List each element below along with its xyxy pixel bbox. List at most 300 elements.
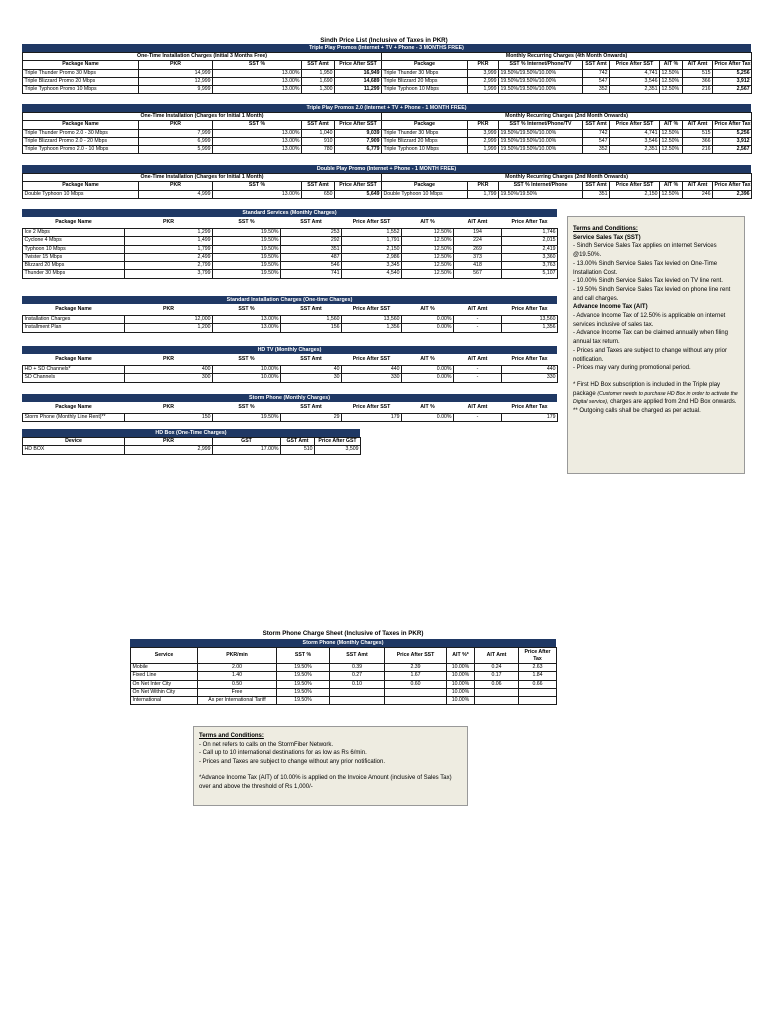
table-cell: 2,150 xyxy=(342,245,402,253)
table-row xyxy=(23,245,558,253)
table-cell: 5,999 xyxy=(139,146,213,154)
table-cell: 216 xyxy=(683,86,713,94)
table-cell: 12.50% xyxy=(402,237,454,245)
table-cell xyxy=(519,688,557,696)
table-cell: 19.50% xyxy=(213,253,281,261)
table-cell: 12.50% xyxy=(660,190,683,198)
column-header: PKR xyxy=(468,121,499,129)
table-cell: 366 xyxy=(683,77,713,85)
subheader-monthly: Monthly Recurring Charges (4th Month Onwards) xyxy=(382,53,752,61)
table-cell: 11,299 xyxy=(335,86,382,94)
terms-note-hd-box-text: * First HD Box subscription is included in the Triple play package xyxy=(573,381,721,397)
column-header: Price After Tax xyxy=(502,354,558,366)
table-cell: 6,999 xyxy=(139,137,213,145)
table-cell: 12.50% xyxy=(660,77,683,85)
table-cell: 5,649 xyxy=(335,190,382,198)
table-cell: 12.50% xyxy=(402,229,454,237)
table-cell: 179 xyxy=(342,414,402,422)
table-cell: Double Typhoon 10 Mbps xyxy=(23,190,139,198)
column-header: SST Amt xyxy=(281,217,342,229)
table-cell: 19.50%/19.50% xyxy=(499,190,583,198)
table-cell: Thunder 30 Mbps xyxy=(23,270,125,278)
subheader-installation: One-Time Installation Charges (Initial 3 Months Free) xyxy=(23,53,382,61)
table-cell: 4,999 xyxy=(139,190,213,198)
column-header: Package Name xyxy=(23,304,125,316)
table-cell: 13,560 xyxy=(502,316,558,324)
table-cell: 13.00% xyxy=(213,86,302,94)
column-header: PKR xyxy=(139,61,213,69)
table-cell: Triple Thunder 30 Mbps xyxy=(382,129,468,137)
table-cell: 567 xyxy=(454,270,502,278)
terms-ait-line: - Advance Income Tax of 12.50% is applicable on internet services inclusive of sales tax. xyxy=(573,313,726,328)
table-cell: 547 xyxy=(583,137,610,145)
table-cell: 9,039 xyxy=(335,129,382,137)
table-cell: 418 xyxy=(454,262,502,270)
header-row xyxy=(23,438,361,446)
column-header: Price After SST xyxy=(335,182,382,190)
table-cell: 1,552 xyxy=(342,229,402,237)
table-cell: 156 xyxy=(281,324,342,332)
table-cell: 19.50% xyxy=(277,672,330,680)
terms-box xyxy=(567,216,745,474)
table-cell: Free xyxy=(198,688,277,696)
table-cell: 1,799 xyxy=(125,245,213,253)
column-header: Price After Tax xyxy=(502,402,558,414)
table-cell: 1.84 xyxy=(519,672,557,680)
table-cell: 1,499 xyxy=(125,237,213,245)
header-row xyxy=(23,304,558,316)
column-header: SST Amt xyxy=(281,402,342,414)
table-cell: 12.50% xyxy=(660,137,683,145)
table-cell: 3,360 xyxy=(502,253,558,261)
standard-services-table xyxy=(22,217,558,279)
table-cell: 12.50% xyxy=(402,270,454,278)
column-header: AIT % xyxy=(402,354,454,366)
table-cell xyxy=(475,697,519,705)
column-header: Price After SST xyxy=(342,304,402,316)
table-cell: 741 xyxy=(281,270,342,278)
table-cell: 1,200 xyxy=(125,324,213,332)
table-cell: 4,741 xyxy=(610,129,660,137)
table-cell: 1.67 xyxy=(385,672,447,680)
table-cell: HD + SD Channels* xyxy=(23,366,125,374)
table-cell: 780 xyxy=(302,146,335,154)
table-row xyxy=(23,137,752,145)
column-header: Package xyxy=(382,182,468,190)
table-cell: 179 xyxy=(502,414,558,422)
table-cell: 19.50% xyxy=(213,237,281,245)
table-cell: 0.39 xyxy=(330,664,385,672)
table-cell: 12.50% xyxy=(402,262,454,270)
column-header: Price After Tax xyxy=(519,648,557,664)
table-cell: 246 xyxy=(683,190,713,198)
column-header: SST % xyxy=(213,354,281,366)
column-header: Service xyxy=(131,648,198,664)
subheader-row xyxy=(23,113,752,121)
table-cell: Triple Blizzard 20 Mbps xyxy=(382,137,468,145)
table-cell: SD Channels xyxy=(23,374,125,382)
table-cell: Triple Thunder Promo 30 Mbps xyxy=(23,69,139,77)
table-cell: 19.50% xyxy=(277,664,330,672)
subheader-installation: One-Time Installation (Charges for Initial 1 Month) xyxy=(23,113,382,121)
table-cell: Installment Plan xyxy=(23,324,125,332)
terms-ait-heading: Advance Income Tax (AIT) xyxy=(573,304,648,311)
terms-sst-line: - Sindh Service Sales Tax applies on internet Services @19.50%. xyxy=(573,243,717,259)
terms-title: Terms and Conditions: xyxy=(573,226,638,232)
table-cell: Installation Charges xyxy=(23,316,125,324)
table-cell: 0.66 xyxy=(519,680,557,688)
table-row xyxy=(23,253,558,261)
header-row xyxy=(23,354,558,366)
table-cell: 19.50% xyxy=(213,270,281,278)
column-header: Price After SST xyxy=(385,648,447,664)
column-header: SST Amt xyxy=(583,121,610,129)
table-cell: Twister 15 Mbps xyxy=(23,253,125,261)
table-cell: 0.24 xyxy=(475,664,519,672)
table-cell: 5,256 xyxy=(713,129,752,137)
column-header: SST % xyxy=(213,61,302,69)
table-cell xyxy=(519,697,557,705)
table-cell: 2,419 xyxy=(502,245,558,253)
column-header: GST Amt xyxy=(281,438,315,446)
table-cell: 742 xyxy=(583,129,610,137)
hd-tv-table xyxy=(22,354,558,383)
table-cell: 3,999 xyxy=(468,129,499,137)
table-cell: - xyxy=(454,366,502,374)
subheader-row xyxy=(23,53,752,61)
column-header: SST % xyxy=(213,182,302,190)
table-cell: 19.50% xyxy=(277,697,330,705)
column-header: Price After Tax xyxy=(714,182,751,189)
column-header: PKR/min xyxy=(198,648,277,664)
table-cell: 352 xyxy=(583,86,610,94)
table-cell: 13.00% xyxy=(213,324,281,332)
section-band-storm-phone: Storm Phone (Monthly Charges) xyxy=(22,394,557,402)
table-row xyxy=(23,229,558,237)
table-cell: 1,746 xyxy=(502,229,558,237)
table-cell: 17.00% xyxy=(213,446,281,454)
table-cell: 7,999 xyxy=(139,129,213,137)
installation-table xyxy=(22,304,558,333)
table-cell: Triple Thunder Promo 2.0 - 30 Mbps xyxy=(23,129,139,137)
column-header: Price After SST xyxy=(335,121,382,129)
table-cell: 1,300 xyxy=(302,86,335,94)
column-header: AIT Amt xyxy=(454,217,502,229)
table-cell: 3,912 xyxy=(713,137,752,145)
column-header: AIT % xyxy=(660,182,683,190)
column-header: PKR xyxy=(139,182,213,190)
table-cell: 400 xyxy=(125,366,213,374)
table-row xyxy=(23,316,558,324)
table-cell: 2.00 xyxy=(198,664,277,672)
table-cell: 2,999 xyxy=(468,77,499,85)
column-header: SST Amt xyxy=(302,61,335,69)
table-cell: 13.00% xyxy=(213,69,302,77)
table-cell: 12,000 xyxy=(125,316,213,324)
column-header: SST Amt xyxy=(281,304,342,316)
table-cell: 253 xyxy=(281,229,342,237)
table-cell: 19.50%/19.50%/10.00% xyxy=(499,146,583,154)
column-header: AIT % xyxy=(402,304,454,316)
table-cell: 352 xyxy=(583,146,610,154)
column-header: PKR xyxy=(139,121,213,129)
table-cell: 3,763 xyxy=(502,262,558,270)
storm-terms-line: - On net refers to calls on the StormFiber Network. xyxy=(199,741,334,748)
double-play-table xyxy=(22,173,752,199)
table-cell: 216 xyxy=(683,146,713,154)
section-band-hd-tv: HD TV (Monthly Charges) xyxy=(22,346,557,354)
table-cell: Triple Blizzard 20 Mbps xyxy=(382,77,468,85)
section-band-installation: Standard Installation Charges (One-time Charges) xyxy=(22,296,557,304)
table-cell: Storm Phone (Monthly Line Rent)** xyxy=(23,414,125,422)
table-cell: Double Typhoon 10 Mbps xyxy=(382,190,468,198)
column-header: Package Name xyxy=(23,217,125,229)
table-cell: On Net Inter City xyxy=(131,680,198,688)
storm-terms-ait-note: *Advance Income Tax (AIT) of 10.00% is applied on the Invoice Amount (inclusive of Sales Tax) over and above the threshold of Rs 1,000/- xyxy=(199,775,452,790)
header-row xyxy=(23,402,558,414)
table-cell xyxy=(330,697,385,705)
storm-sheet-title: Storm Phone Charge Sheet (Inclusive of Taxes in PKR) xyxy=(262,630,424,637)
table-row xyxy=(23,270,558,278)
table-row xyxy=(23,237,558,245)
table-cell: 2,351 xyxy=(610,86,660,94)
table-cell: 2,499 xyxy=(125,253,213,261)
column-header: SST % Internet/Phone/TV xyxy=(499,61,583,69)
column-header: SST Amt xyxy=(583,61,610,69)
table-cell: 1,950 xyxy=(302,69,335,77)
table-cell: 19.50%/19.50%/10.00% xyxy=(499,69,583,77)
table-cell: 2.63 xyxy=(519,664,557,672)
column-header: AIT % xyxy=(402,402,454,414)
table-cell: 5,256 xyxy=(713,69,752,77)
table-cell: 0.00% xyxy=(402,366,454,374)
table-cell: 19.50% xyxy=(213,229,281,237)
table-cell: 12.50% xyxy=(660,86,683,94)
column-header: GST xyxy=(213,438,281,446)
terms-sst-line: - 13.00% Sindh Service Sales Tax levied on One-Time Installation Cost. xyxy=(573,260,718,276)
column-header: AIT % xyxy=(660,61,683,69)
table-cell: Triple Typhoon Promo 10 Mbps xyxy=(23,86,139,94)
table-cell: 13.00% xyxy=(213,190,302,198)
table-cell: 0.60 xyxy=(385,680,447,688)
table-cell: 1,560 xyxy=(281,316,342,324)
table-cell: 30 xyxy=(281,374,342,382)
column-header: Package Name xyxy=(23,182,139,190)
column-header: PKR xyxy=(125,438,213,446)
table-cell: 16,949 xyxy=(335,69,382,77)
section-band-triple-play: Triple Play Promos (Internet + TV + Phone - 3 MONTHS FREE) xyxy=(22,44,751,52)
terms-ait-line: - Advance Income Tax can be claimed annually when filing annual tax return. xyxy=(573,330,728,346)
table-cell: 12,999 xyxy=(139,77,213,85)
header-row xyxy=(131,648,557,664)
table-cell: 194 xyxy=(454,229,502,237)
table-cell: 910 xyxy=(302,137,335,145)
terms-note-hd-box-italic: (Customer needs to purchase HD Box in order to activate the Digital service), xyxy=(573,390,738,406)
terms-ait-line: - Prices may vary during promotional period. xyxy=(573,365,691,372)
table-cell: 19.50%/19.50%/10.00% xyxy=(499,129,583,137)
table-row xyxy=(131,697,557,705)
table-cell: 0.00% xyxy=(402,414,454,422)
table-cell: - xyxy=(454,414,502,422)
table-row xyxy=(23,324,558,332)
table-cell: 19.50%/19.50%/10.00% xyxy=(499,77,583,85)
table-cell: 1,999 xyxy=(468,86,499,94)
column-header: PKR xyxy=(125,402,213,414)
table-cell: 0.00% xyxy=(402,324,454,332)
column-header: Price After Tax xyxy=(714,121,751,128)
triple-play-2-table xyxy=(22,112,752,154)
table-cell: 2,567 xyxy=(713,146,752,154)
table-cell: 546 xyxy=(281,262,342,270)
table-cell: 14,689 xyxy=(335,77,382,85)
table-cell: Triple Typhoon Promo 2.0 - 10 Mbps xyxy=(23,146,139,154)
table-cell: 0.17 xyxy=(475,672,519,680)
column-header: Package xyxy=(382,61,468,69)
table-cell: 0.50 xyxy=(198,680,277,688)
column-header: AIT Amt xyxy=(454,402,502,414)
table-cell: 440 xyxy=(342,366,402,374)
subheader-monthly: Monthly Recurring Charges (2nd Month Onwards) xyxy=(382,174,752,182)
table-cell: 2,015 xyxy=(502,237,558,245)
storm-phone-table xyxy=(22,402,558,422)
table-cell: 12.50% xyxy=(660,129,683,137)
table-cell: 366 xyxy=(683,137,713,145)
table-row xyxy=(131,664,557,672)
column-header: Price After SST xyxy=(342,217,402,229)
header-row xyxy=(23,217,558,229)
table-cell: 7,909 xyxy=(335,137,382,145)
table-cell: 13.00% xyxy=(213,77,302,85)
table-cell: 3,345 xyxy=(342,262,402,270)
column-header: AIT % xyxy=(402,217,454,229)
table-row xyxy=(23,146,752,154)
table-cell: 0.27 xyxy=(330,672,385,680)
table-cell: 1,356 xyxy=(502,324,558,332)
table-row xyxy=(23,190,752,198)
column-header: SST % xyxy=(213,304,281,316)
terms-sst-line: - 10.00% Sindh Service Sales Tax levied on TV line rent. xyxy=(573,278,723,285)
column-header: Package Name xyxy=(23,354,125,366)
table-cell: 1,040 xyxy=(302,129,335,137)
table-cell: 13.00% xyxy=(213,137,302,145)
table-cell: 10.00% xyxy=(447,664,475,672)
table-row xyxy=(131,688,557,696)
table-row xyxy=(23,86,752,94)
column-header: Package Name xyxy=(23,121,139,129)
table-cell xyxy=(475,688,519,696)
table-cell: 292 xyxy=(281,237,342,245)
table-cell: 10.00% xyxy=(447,672,475,680)
table-cell: Ice 2 Mbps xyxy=(23,229,125,237)
section-band-storm-sheet: Storm Phone (Monthly Charges) xyxy=(130,639,556,647)
table-cell: 1,999 xyxy=(468,146,499,154)
table-cell: 13.00% xyxy=(213,129,302,137)
table-cell: 0.00% xyxy=(402,316,454,324)
table-cell: 1.40 xyxy=(198,672,277,680)
terms-note-outgoing-calls: ** Outgoing calls shall be charged as per actual. xyxy=(573,408,701,415)
storm-terms-line: - Call up to 10 international destinations for as low as Rs 6/min. xyxy=(199,750,367,757)
column-header: PKR xyxy=(468,61,499,69)
column-header: SST % xyxy=(213,121,302,129)
table-row xyxy=(23,262,558,270)
table-cell: 2,396 xyxy=(713,190,752,198)
table-cell: International xyxy=(131,697,198,705)
column-header: Package Name xyxy=(23,402,125,414)
table-row xyxy=(131,680,557,688)
table-cell: On Net Within City xyxy=(131,688,198,696)
column-header: Price After SST xyxy=(335,61,382,69)
table-cell: 330 xyxy=(502,374,558,382)
subheader-row xyxy=(23,174,752,182)
column-header: SST Amt xyxy=(281,354,342,366)
table-cell: - xyxy=(454,374,502,382)
table-cell: 3,999 xyxy=(468,69,499,77)
table-cell: Triple Typhoon 10 Mbps xyxy=(382,86,468,94)
column-header: AIT %* xyxy=(447,648,475,664)
table-cell: Cyclone 4 Mbps xyxy=(23,237,125,245)
table-row xyxy=(23,77,752,85)
table-cell: 0.10 xyxy=(330,680,385,688)
table-cell: 515 xyxy=(683,69,713,77)
table-cell: 650 xyxy=(302,190,335,198)
subheader-monthly: Monthly Recurring Charges (2nd Month Onwards) xyxy=(382,113,752,121)
table-cell: 2,999 xyxy=(468,137,499,145)
table-cell: 2,986 xyxy=(342,253,402,261)
column-header: Price After SST xyxy=(342,402,402,414)
column-header: PKR xyxy=(468,182,499,190)
column-header: Price After GST xyxy=(315,438,361,446)
table-cell: Blizzard 20 Mbps xyxy=(23,262,125,270)
table-cell: 10.00% xyxy=(447,688,475,696)
terms-sst-line: - 19.50% Sindh Service Sales Tax levied on phone line rent and call charges. xyxy=(573,286,731,302)
section-band-hd-box: HD Box (One-Time Charges) xyxy=(22,429,360,437)
column-header: SST % xyxy=(277,648,330,664)
table-cell: 5,107 xyxy=(502,270,558,278)
table-cell: 1,299 xyxy=(125,229,213,237)
table-cell: 351 xyxy=(583,190,610,198)
header-row xyxy=(23,182,752,190)
column-header: Price After SST xyxy=(610,121,660,129)
table-cell: 224 xyxy=(454,237,502,245)
column-header: Price After Tax xyxy=(502,304,558,316)
table-cell: 515 xyxy=(683,129,713,137)
column-header: AIT Amt xyxy=(683,182,713,190)
table-cell: Fixed Line xyxy=(131,672,198,680)
table-cell: Typhoon 10 Mbps xyxy=(23,245,125,253)
column-header: AIT Amt xyxy=(683,121,713,129)
table-cell: Triple Thunder 30 Mbps xyxy=(382,69,468,77)
column-header: PKR xyxy=(125,217,213,229)
header-row xyxy=(23,61,752,69)
table-cell: 2,150 xyxy=(610,190,660,198)
table-cell: 487 xyxy=(281,253,342,261)
table-cell: 4,540 xyxy=(342,270,402,278)
table-row xyxy=(23,69,752,77)
table-cell: 12.50% xyxy=(402,253,454,261)
table-row xyxy=(23,374,558,382)
table-cell: 3,546 xyxy=(610,137,660,145)
triple-play-table xyxy=(22,52,752,94)
table-cell: 19.50%/19.50%/10.00% xyxy=(499,86,583,94)
table-cell: 12.50% xyxy=(402,245,454,253)
terms-sst-heading: Service Sales Tax (SST) xyxy=(573,234,641,241)
table-cell: - xyxy=(454,324,502,332)
column-header: Price After Tax xyxy=(502,217,558,229)
column-header: Price After SST xyxy=(342,354,402,366)
storm-sheet-table xyxy=(130,647,557,705)
table-cell: 2,351 xyxy=(610,146,660,154)
column-header: AIT Amt xyxy=(475,648,519,664)
